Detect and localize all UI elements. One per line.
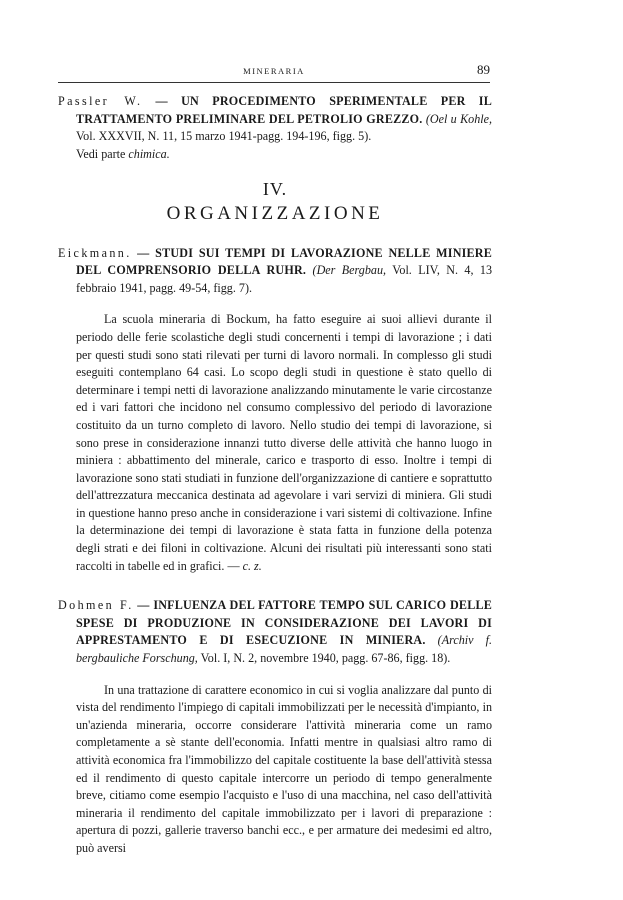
entry-heading-passler [58,93,492,146]
running-header [58,62,490,83]
entry-author: Eickmann. [58,245,132,260]
entry-author: Dohmen F. [58,598,134,613]
entry-title: — INFLUENZA DEL FATTORE TEMPO SUL CARICO DELLE SPESE DI PRODUZIONE IN CONSIDERAZIONE DEI LAVORI DI APPRESTAMENTO E DI ESECUZIONE IN MINIERA. [76,598,492,648]
entry-title: — UN PROCEDIMENTO SPERIMENTALE PER IL TRATTAMENTO PRELIMINARE DEL PETROLIO GREZZO. [76,94,492,126]
entry-citation: Vol. I, N. 2, novembre 1940, pagg. 67-86, figg. 18). [200,651,451,666]
abstract-signature: c. z. [242,558,262,573]
entry-citation: Vol. LIV, N. 4, 13 febbraio 1941, pagg. 49-54, figg. 7). [76,263,492,295]
abstract-text: In una trattazione di carattere economico in cui si voglia analizzare dal punto di vista del rendimento l'impiego di capitali immobilizzati per le necessità d'impianto, in un'azienda mineraria, occorre considerare l'attività mineraria come un ramo completamente a sè stante dell'economia. Infatti mentre in qualsiasi altro ramo di attività economica fra l'immobilizzo del capitale costituente la base dell'attività stessa ed il rendimento di questo capitale intercorre un periodo di tempo generalmente breve, citiamo come esempio l'acquisto e l'uso di una macchina, nel caso dell'attività mineraria il rendimento del capitale immobilizzato per i lavori di preparazione : apertura di pozzi, gallerie traverso banchi ecc., e per armature dei medesimi ed altro, può aversi [76,682,492,855]
section-number: IV. [262,179,288,200]
section-title: ORGANIZZAZIONE [166,202,384,224]
entry-abstract [58,311,492,575]
entry-title: — STUDI SUI TEMPI DI LAVORAZIONE NELLE MINIERE DEL COMPRENSORIO DELLA RUHR. [76,245,493,278]
entry-heading-eickmann [58,245,492,298]
entry-journal: (Archiv f. bergbauliche Forschung, [76,633,492,666]
page-number: 89 [477,62,490,77]
entry-citation: Vol. XXXVII, N. 11, 15 marzo 1941-pagg. 194-196, figg. 5). [76,129,372,144]
note-reference: chimica. [128,146,170,161]
abstract-text: La scuola mineraria di Bockum, ha fatto eseguire ai suoi allievi durante il periodo delle ferie scolastiche degli studi concernenti i tempi di lavorazione ; i dati per questi studi sono stati rilevati per turni di lavoro normali. In complesso gli studi eseguiti contemplano 64 casi. Lo scopo degli studi in questione è stato quello di determinare i tempi netti di lavorazione analizzando minutamente le varie circostanze ed i vari fattori che incidono nel consumo complessivo del periodo di lavorazione costituito da un turno completo di lavoro. Nello studio dei tempi di lavorazione, si sono prese in considerazione innanzi tutto diverse delle attività che hanno luogo in miniera : abbattimento del minerale, carico e trasporto di esso. Inoltre i tempi di lavorazione sono stati studiati in funzione dell'organizzazione di cantiere e soprattutto dell'attrezzatura meccanica destinata ad agevolare i vari servizi di miniera. Gli studi in questione hanno preso anche in considerazione i vari sistemi di coltivazione. Infine la determinazione dei tempi di lavorazione è stata fatta in funzione della potenza degli strati e dei filoni in coltivazione. Alcuni dei risultati più interessanti sono stati raccolti in tabelle ed in grafici. — [76,312,492,573]
main-content [58,93,492,858]
entry-journal: (Oel u Kohle, [425,111,492,126]
note-prefix: Vedi parte [76,146,126,161]
entry-abstract [58,682,492,858]
running-title: MINERARIA [243,66,305,76]
entry-heading-dohmen [58,597,492,667]
entry-author: Passler W. [58,94,143,108]
entry-note [58,146,492,164]
entry-journal: (Der Bergbau, [312,263,387,278]
